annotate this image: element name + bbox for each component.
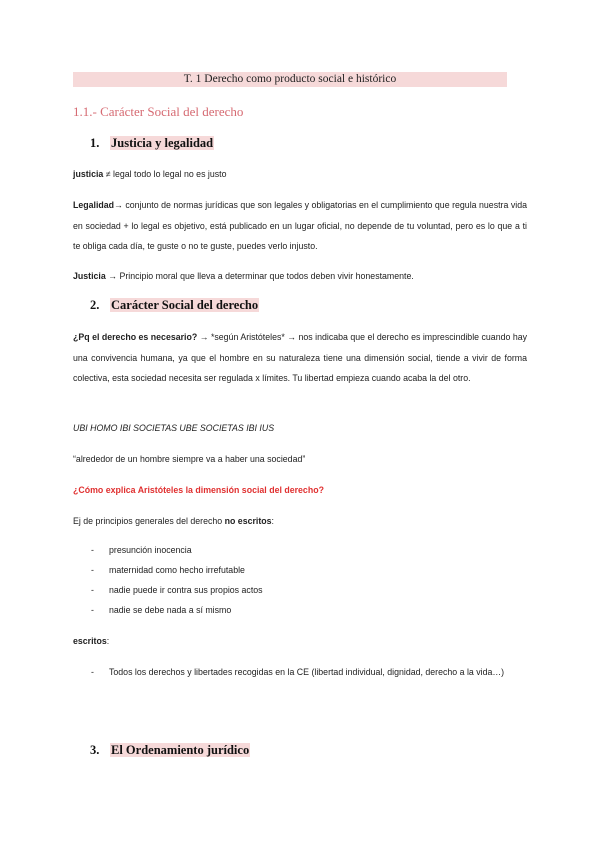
list-item-text: Todos los derechos y libertades recogidas en la CE (libertad individual, dignidad, derecho a la vida…): [109, 667, 505, 677]
escritos-end: :: [106, 636, 110, 646]
heading-number: 2.: [90, 298, 100, 312]
escritos-bold: escritos: [73, 636, 107, 646]
justicia-definition: [73, 266, 527, 287]
heading-caracter-social: [90, 298, 259, 313]
list-item-text: maternidad como hecho irrefutable: [109, 565, 245, 575]
pq-text: → *según Aristóteles* → nos indicaba que el derecho es imprescindible cuando hay una convivencia humana, ya que el hombre en su naturaleza tiene una dimensión social, tiende a vivir de forma colectiva, esta sociedad necesita ser regulada x límites. Tu libertad empieza cuando acaba la del otro.: [73, 332, 528, 383]
list-item-text: nadie se debe nada a sí mismo: [109, 605, 232, 615]
latin-maxim: UBI HOMO IBI SOCIETAS UBE SOCIETAS IBI IUS: [73, 423, 275, 433]
list-item: [91, 580, 263, 601]
escritos-label: [73, 631, 527, 652]
heading-text: El Ordenamiento jurídico: [111, 743, 250, 757]
list-item: [91, 662, 527, 683]
legalidad-paragraph: [73, 195, 527, 257]
heading-text: Carácter Social del derecho: [111, 298, 259, 312]
ej-bold: no escritos: [224, 516, 272, 526]
list-dash: -: [91, 667, 94, 677]
quote-line: “alrededor de un hombre siempre va a haber una sociedad”: [73, 454, 306, 464]
ej-principios-line: [73, 511, 527, 532]
list-item: [91, 560, 245, 581]
list-dash: -: [91, 605, 94, 615]
justicia-legal-text: ≠ legal todo lo legal no es justo: [103, 169, 227, 179]
pq-question: ¿Pq el derecho es necesario?: [73, 332, 198, 342]
document-title: T. 1 Derecho como producto social e histórico: [73, 72, 507, 87]
heading-number: 1.: [90, 136, 100, 150]
list-dash: -: [91, 585, 94, 595]
ej-text: Ej de principios generales del derecho: [73, 516, 225, 526]
question-aristoteles: ¿Cómo explica Aristóteles la dimensión social del derecho?: [73, 485, 324, 495]
ej-end: :: [271, 516, 274, 526]
heading-number: 3.: [90, 743, 100, 757]
justicia-definition-text: → Principio moral que lleva a determinar que todos deben vivir honestamente.: [105, 271, 414, 281]
list-item-text: nadie puede ir contra sus propios actos: [109, 585, 263, 595]
heading-text: Justicia y legalidad: [111, 136, 214, 150]
justicia-legal-line: [73, 164, 527, 185]
list-dash: -: [91, 565, 94, 575]
term-justicia: justicia: [73, 169, 104, 179]
list-item-text: presunción inocencia: [109, 545, 192, 555]
list-dash: -: [91, 545, 94, 555]
term-justicia-def: Justicia: [73, 271, 106, 281]
subsection-heading: 1.1.- Carácter Social del derecho: [73, 104, 244, 119]
pq-paragraph: [73, 327, 527, 389]
list-item: [91, 540, 192, 561]
term-legalidad: Legalidad: [73, 200, 115, 210]
heading-ordenamiento: [90, 743, 250, 758]
list-item: [91, 600, 231, 621]
heading-justicia-legalidad: [90, 136, 214, 151]
legalidad-text: → conjunto de normas jurídicas que son legales y obligatorias en el cumplimiento que regula nuestra vida en sociedad + lo legal es objetivo, está publicado en un lugar oficial, no depende de tu voluntad, pero es lo que a ti te obliga cada día, te guste o no te guste, puedes verlo injusto.: [73, 200, 527, 251]
